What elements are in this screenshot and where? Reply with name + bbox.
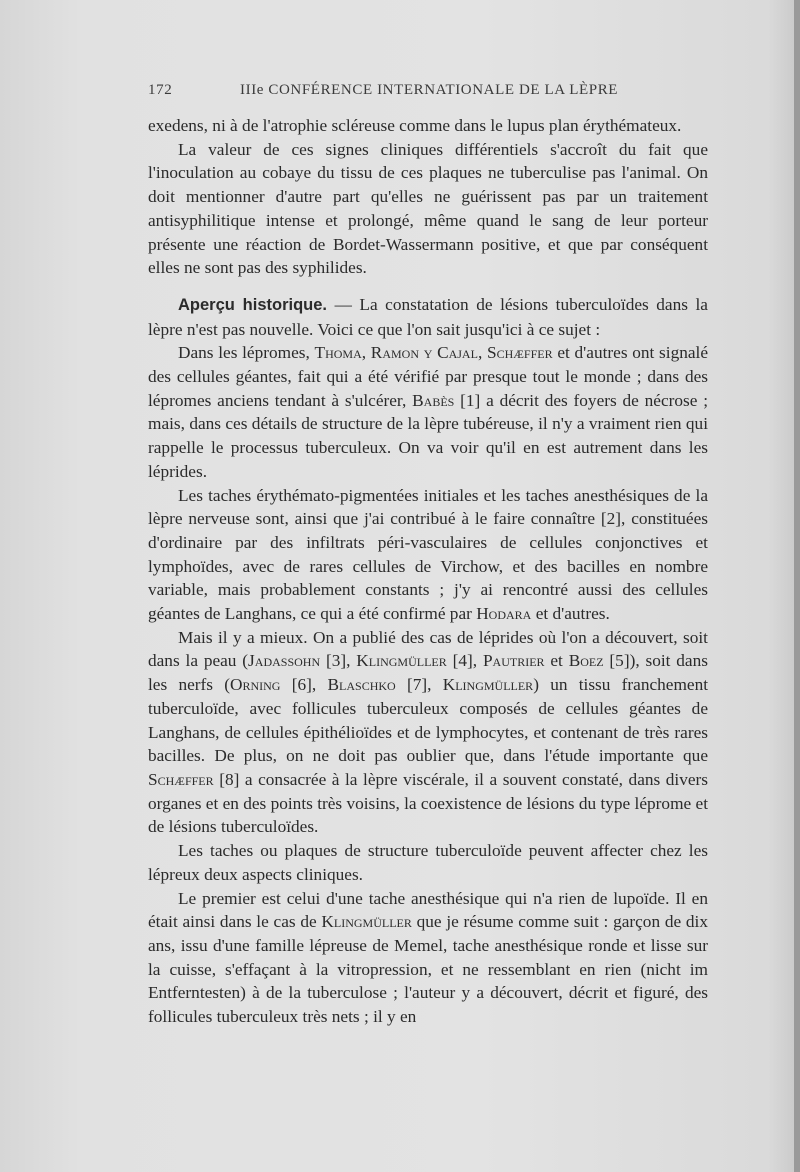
text-run: que je résume comme suit : garçon de dix ans, issu d'une famille lépreuse de Memel, tache anesthésique ronde et lisse sur la cuisse, s'effaçant à la vitropression, et ne ressemblant en rien (nicht im Entferntesten) à de la tuberculose ; l'auteur y a découvert, décrit et figuré, des follicules tuberculeux très nets ; il y en	[148, 912, 708, 1027]
text-run: ) un tissu franchement tuberculoïde, avec follicules tuberculeux composés de cellules géantes de Langhans, de cellules épithélioïdes et de lymphocytes, et contenant de très rares bacilles. De plus, on ne doit pas oublier que, dans l'étude importante que	[148, 675, 709, 766]
paragraph-first-aspect	[148, 887, 708, 1029]
text-run: [1] a décrit des foyers de nécrose ; mais, dans ces détails de structure de la lèpre tubéreuse, il n'y a vraiment rien qui rappelle le processus tuberculeux. On va voir qu'il en est autrement dans les léprides.	[148, 390, 709, 481]
author-name: Thoma	[314, 343, 362, 363]
paragraph-continuation: exedens, ni à de l'atrophie scléreuse comme dans le lupus plan érythémateux.	[148, 116, 682, 135]
author-name: Schæffer	[148, 769, 214, 789]
author-name: Klingmüller	[321, 912, 412, 932]
running-header	[148, 82, 710, 99]
text-run: [7],	[406, 675, 432, 695]
author-name: Orning	[230, 675, 281, 695]
text-run: ,	[477, 343, 483, 363]
text-run: [6],	[291, 675, 317, 695]
historical-intro: — La constatation de lésions tuberculoïdes dans la lèpre n'est pas nouvelle. Voici ce que l'on sait jusqu'ici à ce sujet :	[148, 294, 708, 339]
paragraph-lepromes	[148, 341, 708, 483]
author-name: Jadassohn	[248, 651, 321, 671]
author-name: Pautrier	[482, 651, 545, 671]
text-run: et d'autres.	[535, 604, 610, 624]
author-name: Blaschko	[327, 675, 396, 695]
author-name: Klingmüller	[356, 651, 447, 671]
text-run: [4],	[452, 651, 478, 671]
section-heading: Aperçu historique.	[178, 295, 327, 314]
text-run: ,	[361, 343, 367, 363]
text-run: [5]), soit dans les nerfs (	[148, 651, 708, 695]
text-run: [3],	[325, 651, 351, 671]
page-number: 172	[148, 82, 173, 98]
text-run: Le premier est celui d'une tache anesthésique qui n'a rien de lupoïde. Il en était ainsi dans le cas de	[148, 888, 708, 932]
text-run: Les taches érythémato-pigmentées initiales et les taches anesthésiques de la lèpre nerveuse sont, ainsi que j'ai contribué à le faire connaître [2], constituées d'ordinaire par des infiltrats péri-vasculaires de cellules conjonctives et lymphoïdes, avec de rares cellules de Virchow, et des bacilles en nombre variable, mais probablement constants ; j'y ai rencontré aussi des cellules géantes de Langhans, ce qui a été confirmé par	[148, 485, 708, 624]
paragraph-clinical-signs: La valeur de ces signes cliniques différentiels s'accroît du fait que l'inoculation au cobaye du tissu de ces plaques ne tuberculise pas l'animal. On doit mentionner d'autre part qu'elles ne guérissent pas par un traitement antisyphilitique intense et prolongé, même quand le sang de leur porteur présente une réaction de Bordet-Wassermann positive, et que par conséquent elles ne sont pas des syphilides.	[148, 139, 708, 278]
body-text	[148, 114, 708, 1029]
author-name: Schæffer	[486, 343, 553, 363]
author-name: Hodara	[476, 604, 532, 624]
paragraph-taches	[148, 484, 708, 626]
running-title: IIIe CONFÉRENCE INTERNATIONALE DE LA LÈPRE	[240, 82, 619, 98]
author-name: Babès	[412, 390, 455, 410]
paragraph-aspects: Les taches ou plaques de structure tuberculoïde peuvent affecter chez les lépreux deux aspects cliniques.	[148, 841, 708, 884]
author-name: Ramon y Cajal	[370, 343, 478, 363]
text-run: [8] a consacrée à la lèpre viscérale, il a souvent constaté, dans divers organes et en des points très voisins, la coexistence de lésions du type léprome et de lésions tuberculoïdes.	[148, 769, 709, 837]
text-run: Dans les lépromes,	[178, 343, 310, 363]
text-run: et	[550, 651, 563, 671]
paragraph-mieux	[148, 626, 708, 839]
text-run: et d'autres ont signalé des cellules géantes, fait qui a été vérifié par presque tout le monde ; dans des lépromes anciens tendant à s'ulcérer,	[148, 343, 708, 410]
author-name: Klingmüller	[442, 675, 534, 695]
text-run: Mais il y a mieux. On a publié des cas de léprides où l'on a découvert, soit dans la peau (	[148, 627, 708, 671]
page-edge-shadow	[794, 0, 800, 1172]
paragraph-historical-overview	[148, 293, 708, 341]
author-name: Boez	[568, 651, 604, 671]
